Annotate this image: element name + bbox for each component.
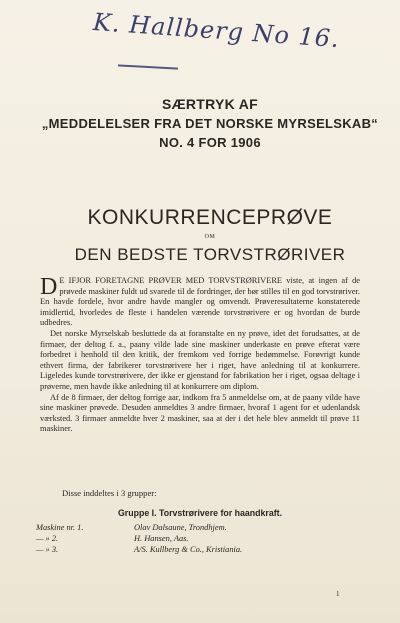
group-intro: Disse inddeltes i 3 grupper: <box>62 488 157 498</box>
machine-row <box>36 544 366 555</box>
handwritten-note: K. Hallberg No 16. <box>92 7 341 54</box>
machine-row <box>36 522 366 533</box>
machine-maker: A/S. Kullberg & Co., Kristiania. <box>134 545 243 554</box>
machine-maker: H. Hansen, Aas. <box>134 534 189 543</box>
main-title: KONKURRENCEPRØVE <box>87 206 333 229</box>
sub-title: DEN BEDSTE TORVSTRØRIVER <box>74 245 346 264</box>
reprint-header <box>40 95 380 152</box>
machine-number: Maskine nr. 1. <box>36 523 84 532</box>
machine-maker: Olav Dalsaune, Trondhjem. <box>134 523 227 532</box>
machine-number: — » 3. <box>36 545 59 554</box>
page-number: 1 <box>336 590 340 598</box>
group-heading: Gruppe I. Torvstrørivere for haandkraft. <box>117 508 283 518</box>
reprint-line-2: „MEDDELELSER FRA DET NORSKE MYRSELSKAB“ <box>41 116 379 131</box>
drop-cap: D <box>40 274 58 300</box>
paragraph-1: D E IFJOR FORETAGNE PRØVER MED TORVSTRØRIVERE viste, at ingen af de prøvede maskiner fuldt ud svarede til de fordringer, der bør stilles til en god torvstrøriver. En havde fordele, hvor andre havde mangler og omvendt. Prøveresultaterne konstaterede imidlertid, hvorledes de fleste i handelen værende torvstrørivere er og hvordan de burde udbedres. <box>40 274 360 328</box>
paragraph-2: Det norske Myrselskab besluttede da at foranstalte en ny prøve, idet det forudsattes, at de firmaer, der deltog f. a., paany vilde lade sine maskiner underkaste en prøve efterat være forbedret i henhold til den kritik, der fremkom ved forrige bedømmelse. Forøvrigt kunde ethvert firma, der fabrikerer torvstrørivere her i riget, have anledning til at konkurrere. Ligeledes kunde torvstrørivere, der ikke er gjenstand for fabrikation her i riget, ogsaa deltage i prøverne, men havde ikke anledning til at konkurrere om diplom. <box>40 328 360 391</box>
body-text <box>40 276 360 435</box>
machine-number: — » 2. <box>36 534 59 543</box>
reprint-line-3: NO. 4 FOR 1906 <box>159 135 261 150</box>
paragraph-3: Af de 8 firmaer, der deltog forrige aar, indkom fra 5 anmeldelse om, at de paany vilde have sine maskiner prøvede. Desuden anmeldtes 3 andre firmaer, hvoraf 1 agent for et udenlandsk værksted. 3 firmaer anmeldte hver 2 maskiner, saa at der i det hele blev anmeldt til prøve 11 maskiner. <box>40 392 360 434</box>
reprint-line-1: SÆRTRYK AF <box>161 96 259 112</box>
machine-list <box>36 522 366 555</box>
title-connector: OM <box>204 234 216 240</box>
machine-row <box>36 533 366 544</box>
